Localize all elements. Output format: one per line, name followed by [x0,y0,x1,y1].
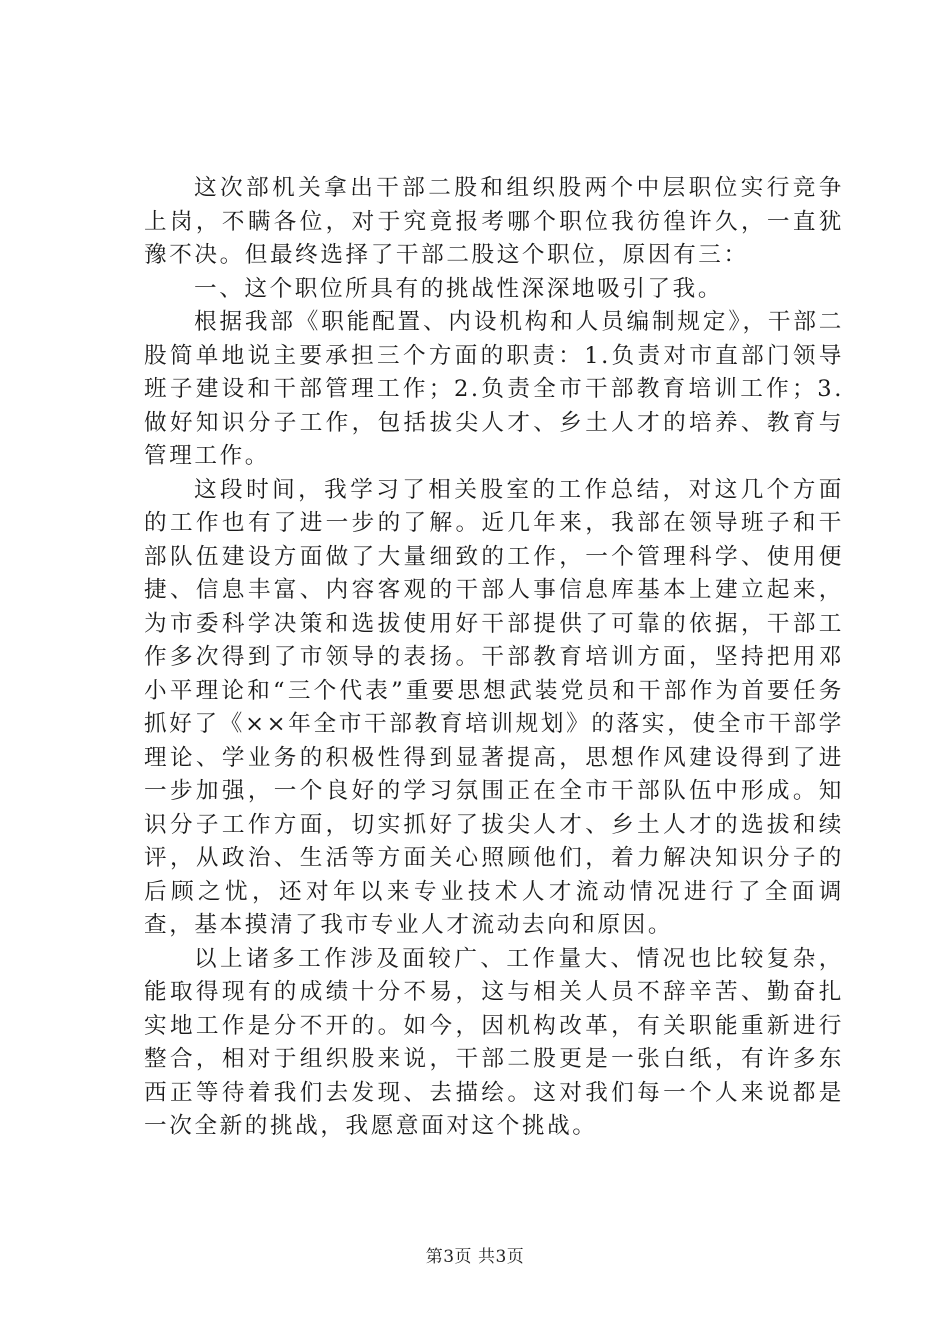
page-number-indicator: 第3页 共3页 [425,1247,525,1267]
paragraph-reason-one-heading: 一、这个职位所具有的挑战性深深地吸引了我。 [194,275,724,302]
paragraph-duties: 根据我部《职能配置、内设机构和人员编制规定》，干部二股简单地说主要承担三个方面的职责：1.负责对市直部门领导班子建设和干部管理工作；2.负责全市干部教育培训工作；3.做好知识分子工作，包括拔尖人才、乡土人才的培养、教育与管理工作。 [144,309,844,469]
document-body [144,172,844,1144]
paragraph-intro: 这次部机关拿出干部二股和组织股两个中层职位实行竞争上岗，不瞒各位，对于究竟报考哪个职位我彷徨许久，一直犹豫不决。但最终选择了干部二股这个职位，原因有三： [144,175,844,268]
paragraph-challenge: 以上诸多工作涉及面较广、工作量大、情况也比较复杂，能取得现有的成绩十分不易，这与相关人员不辞辛苦、勤奋扎实地工作是分不开的。如今，因机构改革，有关职能重新进行整合，相对于组织股来说，干部二股更是一张白纸，有许多东西正等待着我们去发现、去描绘。这对我们每一个人来说都是一次全新的挑战，我愿意面对这个挑战。 [144,945,844,1139]
paragraph-work-review: 这段时间，我学习了相关股室的工作总结，对这几个方面的工作也有了进一步的了解。近几年来，我部在领导班子和干部队伍建设方面做了大量细致的工作，一个管理科学、使用便捷、信息丰富、内容客观的干部人事信息库基本上建立起来，为市委科学决策和选拔使用好干部提供了可靠的依据，干部工作多次得到了市领导的表扬。干部教育培训方面，坚持把用邓小平理论和“三个代表”重要思想武装党员和干部作为首要任务抓好了《××年全市干部教育培训规划》的落实，使全市干部学理论、学业务的积极性得到显著提高，思想作风建设得到了进一步加强，一个良好的学习氛围正在全市干部队伍中形成。知识分子工作方面，切实抓好了拔尖人才、乡土人才的选拔和续评，从政治、生活等方面关心照顾他们，着力解决知识分子的后顾之忧，还对年以来专业技术人才流动情况进行了全面调查，基本摸清了我市专业人才流动去向和原因。 [144,476,844,938]
page-footer [0,1242,950,1267]
